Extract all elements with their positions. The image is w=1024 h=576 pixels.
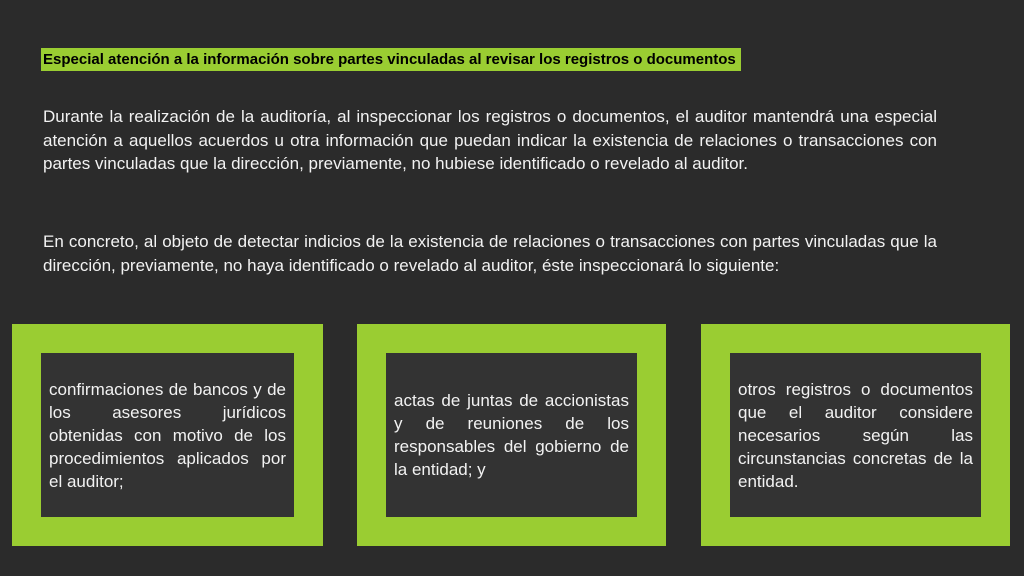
item-box-meeting-minutes xyxy=(357,324,666,546)
item-box-inner xyxy=(730,353,981,517)
item-box-inner xyxy=(41,353,294,517)
item-text: confirmaciones de bancos y de los asesores jurídicos obtenidas con motivo de los procedimientos aplicados por el auditor; xyxy=(49,379,286,491)
item-text: actas de juntas de accionistas y de reuniones de los responsables del gobierno de la entidad; y xyxy=(394,391,629,479)
item-box-inner xyxy=(386,353,637,517)
item-box-other-records xyxy=(701,324,1010,546)
item-text: otros registros o documentos que el auditor considere necesarios según las circunstancias concretas de la entidad. xyxy=(738,379,973,491)
item-box-bank-confirmations xyxy=(12,324,323,546)
section-heading: Especial atención a la información sobre partes vinculadas al revisar los registros o documentos xyxy=(41,48,741,71)
intro-paragraph: Durante la realización de la auditoría, al inspeccionar los registros o documentos, el auditor mantendrá una especial atención a aquellos acuerdos u otra información que puedan indicar la existencia de relaciones o transacciones con partes vinculadas que la dirección, previamente, no hubiese identificado o revelado al auditor. xyxy=(43,107,937,173)
detail-paragraph: En concreto, al objeto de detectar indicios de la existencia de relaciones o transacciones con partes vinculadas que la dirección, previamente, no haya identificado o revelado al auditor, éste inspeccionará lo siguiente: xyxy=(43,232,937,275)
